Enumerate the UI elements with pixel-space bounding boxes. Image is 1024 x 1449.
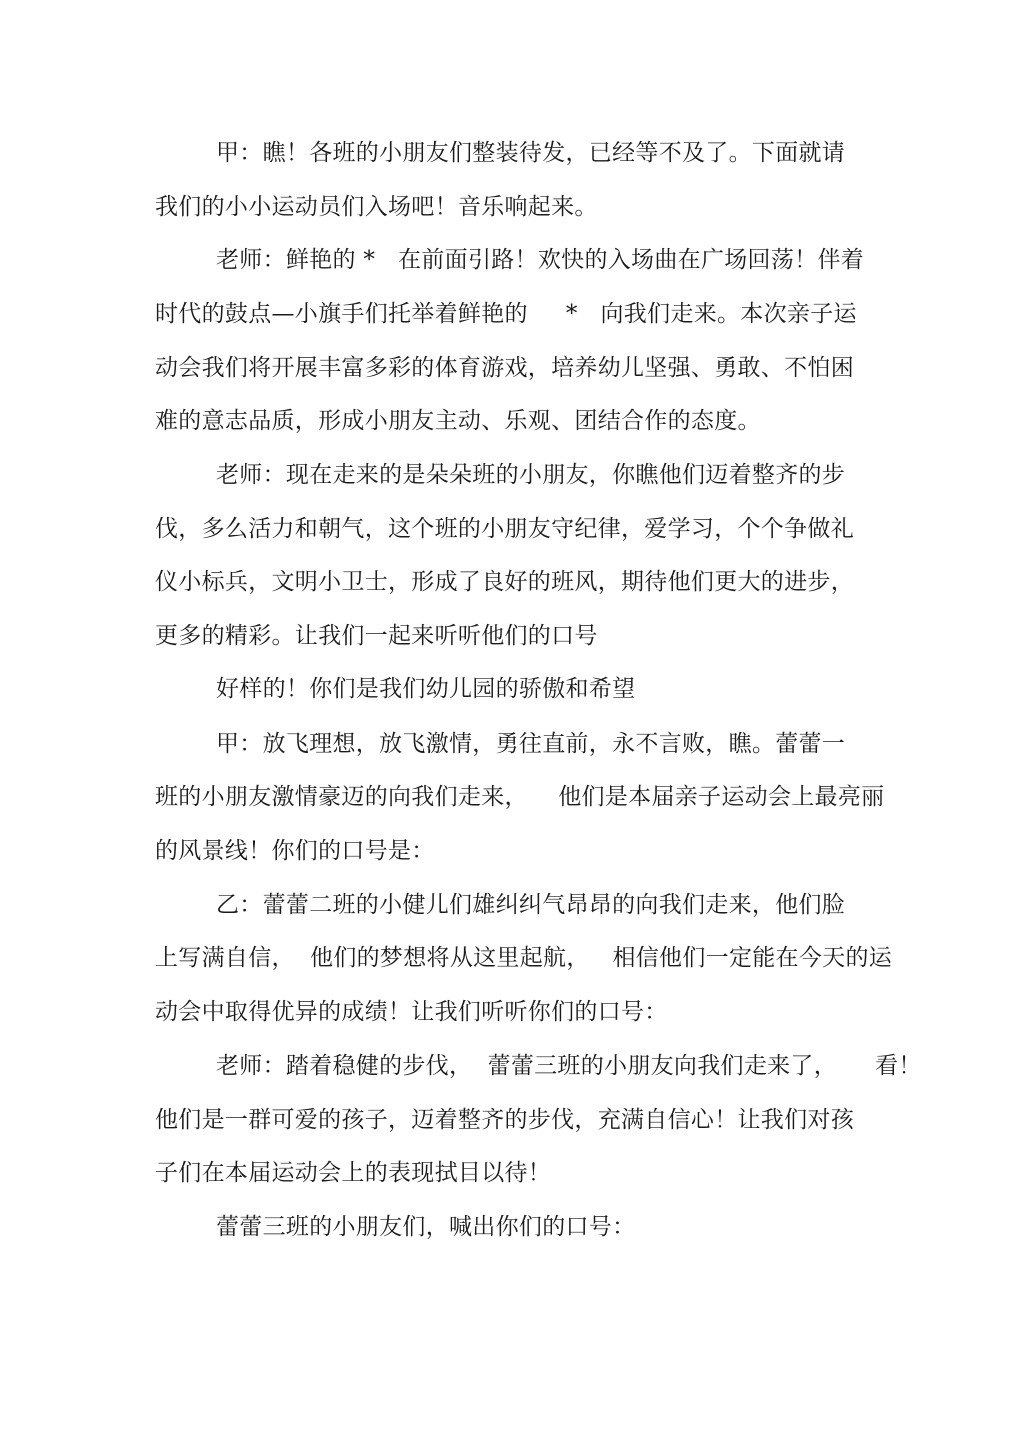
text-line-14: 的风景线！你们的口号是： [155, 838, 435, 864]
text-line-21: 蕾蕾三班的小朋友们，喊出你们的口号： [216, 1214, 636, 1240]
text-line-5: 动会我们将开展丰富多彩的体育游戏，培养幼儿坚强、勇敢、不怕困 [155, 355, 854, 381]
text-line-11: 好样的！你们是我们幼儿园的骄傲和希望 [216, 676, 636, 702]
text-line-9: 仪小标兵，文明小卫士，形成了良好的班风，期待他们更大的进步， [155, 569, 854, 595]
text-line-3: 老师：鲜艳的 * 在前面引路！欢快的入场曲在广场回荡！伴着 [216, 247, 865, 273]
text-line-4: 时代的鼓点—小旗手们托举着鲜艳的 * 向我们走来。本次亲子运 [155, 301, 857, 327]
text-line-20: 子们在本届运动会上的表现拭目以待！ [155, 1160, 552, 1186]
text-line-12: 甲：放飞理想，放飞激情，勇往直前，永不言败，瞧。蕾蕾一 [216, 731, 846, 757]
text-line-8: 伐，多么活力和朝气，这个班的小朋友守纪律，爱学习，个个争做礼 [155, 516, 854, 542]
text-line-17: 动会中取得优异的成绩！让我们听听你们的口号： [155, 999, 668, 1025]
text-line-10: 更多的精彩。让我们一起来听听他们的口号 [155, 623, 598, 649]
text-line-18: 老师：踏着稳健的步伐， 蕾蕾三班的小朋友向我们走来了， 看！ [216, 1053, 922, 1079]
text-line-13: 班的小朋友激情豪迈的向我们走来， 他们是本届亲子运动会上最亮丽 [155, 784, 885, 810]
text-line-6: 难的意志品质，形成小朋友主动、乐观、团结合作的态度。 [155, 408, 761, 434]
text-line-2: 我们的小小运动员们入场吧！音乐响起来。 [155, 194, 598, 220]
text-line-19: 他们是一群可爱的孩子，迈着整齐的步伐，充满自信心！让我们对孩 [155, 1107, 854, 1133]
text-line-15: 乙：蕾蕾二班的小健儿们雄纠纠气昂昂的向我们走来，他们脸 [216, 892, 846, 918]
text-line-7: 老师：现在走来的是朵朵班的小朋友，你瞧他们迈着整齐的步 [216, 462, 846, 488]
text-line-16: 上写满自信， 他们的梦想将从这里起航， 相信他们一定能在今天的运 [155, 945, 893, 971]
text-line-1: 甲：瞧！各班的小朋友们整装待发，已经等不及了。下面就请 [216, 140, 846, 166]
